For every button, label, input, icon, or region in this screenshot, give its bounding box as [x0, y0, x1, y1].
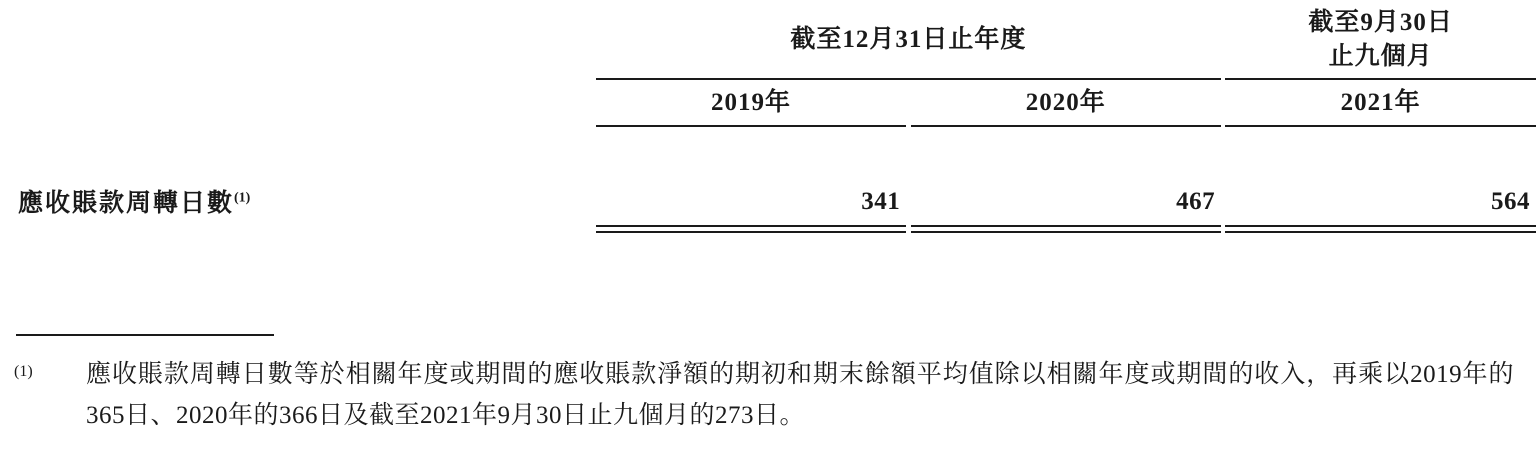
- table-bottom-rule-row: [0, 226, 1536, 232]
- financial-table: [0, 0, 1536, 233]
- footnote-separator: [16, 334, 274, 336]
- value-2021: 564: [1491, 188, 1530, 216]
- header-group-nine-months: [1225, 0, 1536, 79]
- value-2019: 341: [861, 188, 901, 216]
- header-spacer: [0, 0, 596, 79]
- row-label-text: 應收賬款周轉日數: [18, 189, 235, 217]
- row-label-footnote-marker: (1): [234, 190, 251, 206]
- footnote-marker: (1): [14, 363, 33, 380]
- header-group-nine-months-line1: 截至9月30日: [1308, 9, 1453, 36]
- table-row: [0, 181, 1536, 226]
- year-header-2020: 2020年: [911, 79, 1222, 127]
- rule-spacer: [0, 226, 596, 232]
- header-group-annual: 截至12月31日止年度: [596, 0, 1221, 79]
- table-header-year-row: [0, 79, 1536, 127]
- value-2020: 467: [1176, 188, 1216, 216]
- bottom-rule-2019: [596, 226, 907, 232]
- row-label-receivable-turnover-days: [0, 181, 596, 226]
- spacer-cell-1: [0, 126, 596, 181]
- table-header-group-row: [0, 0, 1536, 79]
- spacer-cell-2: [596, 126, 907, 181]
- table-spacer-row: [0, 126, 1536, 181]
- bottom-rule-2021: [1225, 226, 1536, 232]
- year-header-2021: 2021年: [1225, 79, 1536, 127]
- spacer-cell-6: [1225, 126, 1536, 181]
- bottom-rule-2020: [911, 226, 1222, 232]
- footnote-text: 應收賬款周轉日數等於相關年度或期間的應收賬款淨額的期初和期末餘額平均值除以相關年度或期間的收入，再乘以2019年的365日、2020年的366日及截至2021年9月30日止九個月的273日。: [86, 361, 1514, 429]
- header-group-nine-months-line2: 止九個月: [1328, 42, 1433, 70]
- spacer-cell-4: [911, 126, 1222, 181]
- footnote: [14, 355, 1514, 436]
- year-header-2019: 2019年: [596, 79, 907, 127]
- year-spacer: [0, 79, 596, 127]
